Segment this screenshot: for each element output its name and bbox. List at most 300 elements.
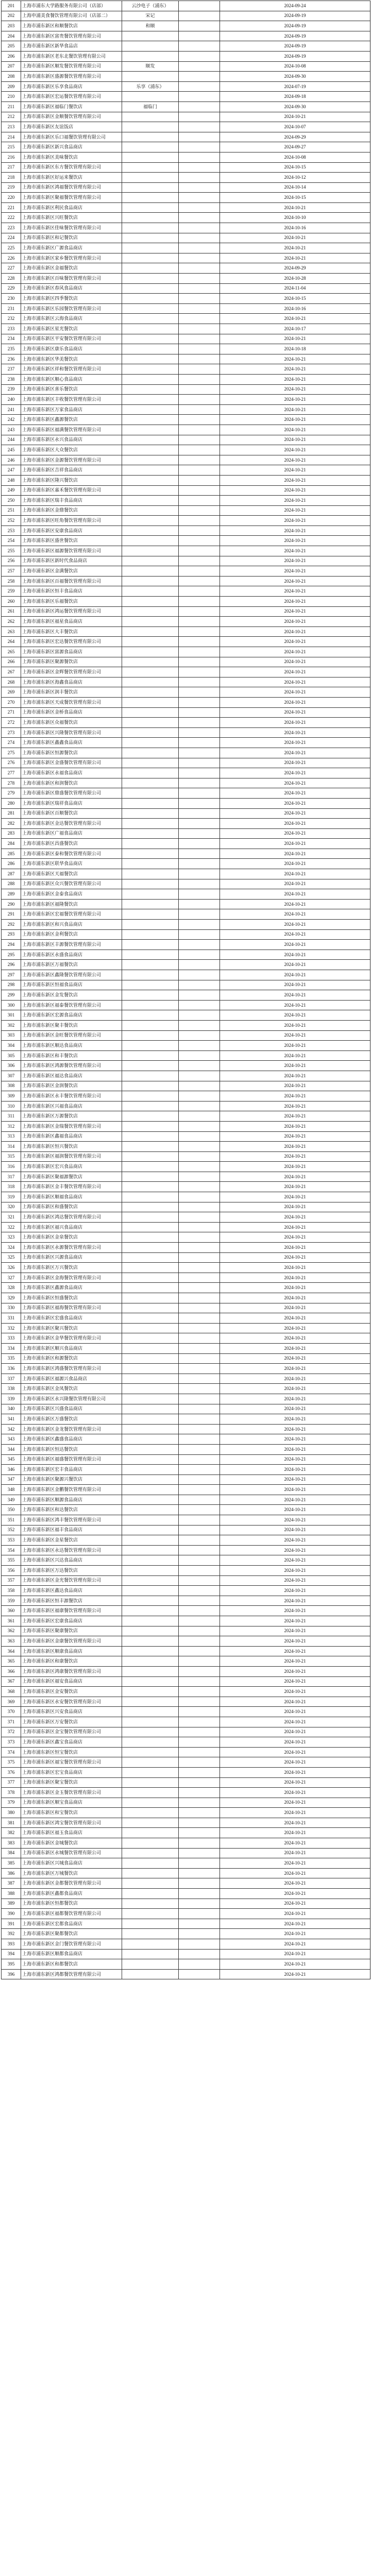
blank-cell [179,455,220,465]
blank-cell [179,677,220,687]
company-name: 上海市浦东新区鸿福餐饮管理有限公司 [21,182,122,193]
record-date: 2024-10-21 [220,1202,370,1212]
shop-sign [122,1545,179,1555]
row-number: 389 [2,1899,21,1909]
record-date: 2024-10-21 [220,758,370,768]
record-date: 2024-09-30 [220,72,370,82]
company-name: 上海市浦东新区宏都食品商店 [21,1919,122,1929]
record-date: 2024-10-08 [220,61,370,72]
company-name: 上海市浦东新区福安食品商店 [21,1676,122,1687]
record-date: 2024-10-21 [220,1353,370,1364]
blank-cell [179,1737,220,1748]
table-row [2,1353,370,1364]
row-number: 231 [2,303,21,314]
shop-sign [122,657,179,667]
shop-sign [122,1081,179,1091]
row-number: 210 [2,92,21,102]
table-row [2,142,370,152]
shop-sign [122,899,179,909]
row-number: 211 [2,101,21,112]
shop-sign: 乐享（浦东） [122,81,179,92]
blank-cell [179,606,220,617]
table-row [2,1434,370,1445]
row-number: 205 [2,41,21,52]
record-date: 2024-10-21 [220,485,370,496]
shop-sign [122,202,179,213]
table-row [2,1424,370,1434]
table-row [2,899,370,909]
row-number: 253 [2,526,21,536]
record-date: 2024-10-21 [220,687,370,698]
record-date: 2024-10-21 [220,1878,370,1889]
table-row [2,617,370,627]
row-number: 259 [2,586,21,597]
company-name: 上海市浦东新区乐福餐饮店 [21,597,122,607]
record-date: 2024-10-21 [220,980,370,990]
row-number: 248 [2,475,21,485]
company-name: 上海市浦东新区星光餐饮店 [21,324,122,334]
data-table [1,1,370,1979]
blank-cell [179,1192,220,1202]
shop-sign [122,1858,179,1869]
blank-cell [179,1020,220,1030]
blank-cell [179,819,220,829]
shop-sign [122,1727,179,1737]
table-row [2,496,370,506]
shop-sign [122,536,179,546]
row-number: 208 [2,72,21,82]
blank-cell [179,667,220,677]
blank-cell [179,1465,220,1475]
table-row [2,1293,370,1303]
company-name: 上海市浦东新区隆兴餐饮店 [21,475,122,485]
company-name: 上海市浦东新区聚福源餐饮店 [21,1172,122,1182]
company-name: 上海市浦东新区福海餐饮管理有限公司 [21,1303,122,1313]
row-number: 221 [2,202,21,213]
blank-cell [179,788,220,799]
blank-cell [179,1919,220,1929]
blank-cell [179,929,220,940]
table-row [2,1616,370,1626]
shop-sign [122,243,179,253]
shop-sign [122,1899,179,1909]
shop-sign [122,1505,179,1515]
table-row [2,374,370,384]
shop-sign [122,566,179,577]
row-number: 291 [2,909,21,920]
table-row [2,132,370,142]
blank-cell [179,1050,220,1061]
record-date: 2024-10-21 [220,1465,370,1475]
row-number: 260 [2,597,21,607]
record-date: 2024-10-21 [220,1626,370,1636]
table-row [2,819,370,829]
blank-cell [179,1475,220,1485]
company-name: 上海市浦东新区盛源餐饮管理有限公司 [21,72,122,82]
blank-cell [179,637,220,647]
company-name: 上海市浦东新区金光餐饮管理有限公司 [21,1575,122,1586]
record-date: 2024-10-21 [220,1525,370,1535]
shop-sign [122,1424,179,1434]
record-date: 2024-10-21 [220,1374,370,1384]
shop-sign [122,1788,179,1798]
blank-cell [179,1505,220,1515]
record-date: 2024-10-15 [220,162,370,173]
blank-cell [179,1949,220,1959]
table-row [2,707,370,718]
company-name: 上海市浦东新区宏福餐饮管理有限公司 [21,909,122,920]
shop-sign [122,425,179,435]
record-date: 2024-10-21 [220,334,370,344]
blank-cell [179,1555,220,1566]
blank-cell [179,152,220,162]
record-date: 2024-10-21 [220,798,370,808]
blank-cell [179,505,220,516]
record-date: 2024-10-21 [220,1454,370,1465]
table-row [2,1798,370,1808]
shop-sign [122,193,179,203]
company-name: 上海市浦东新区金凤餐饮店 [21,1384,122,1394]
record-date: 2024-10-21 [220,920,370,930]
company-name: 上海市浦东新区顺兴食品商店 [21,1343,122,1353]
record-date: 2024-10-21 [220,1050,370,1061]
table-row [2,1707,370,1717]
shop-sign [122,1575,179,1586]
row-number: 346 [2,1465,21,1475]
shop-sign [122,1798,179,1808]
blank-cell [179,1616,220,1626]
blank-cell [179,1727,220,1737]
blank-cell [179,193,220,203]
shop-sign [122,1959,179,1970]
row-number: 319 [2,1192,21,1202]
blank-cell [179,1495,220,1505]
company-name: 上海市浦东新区福源餐饮管理有限公司 [21,546,122,556]
company-name: 上海市浦东新区聚都餐饮店 [21,1929,122,1939]
row-number: 270 [2,697,21,707]
shop-sign [122,465,179,476]
shop-sign [122,1273,179,1283]
blank-cell [179,1303,220,1313]
table-row [2,61,370,72]
blank-cell [179,1697,220,1707]
record-date: 2024-10-21 [220,1636,370,1647]
blank-cell [179,1313,220,1324]
record-date: 2024-10-15 [220,193,370,203]
table-row [2,1687,370,1697]
table-row [2,1243,370,1253]
record-date: 2024-10-21 [220,1192,370,1202]
company-name: 上海市浦东新区和康餐饮店 [21,1656,122,1667]
record-date: 2024-10-21 [220,1777,370,1788]
record-date: 2024-10-21 [220,374,370,384]
row-number: 202 [2,11,21,21]
shop-sign [122,1404,179,1414]
blank-cell [179,869,220,879]
blank-cell [179,1535,220,1546]
record-date: 2024-10-21 [220,1868,370,1878]
blank-cell [179,768,220,778]
record-date: 2024-10-21 [220,768,370,778]
blank-cell [179,859,220,869]
company-name: 上海市浦东新区顺宝食品商店 [21,1798,122,1808]
blank-cell [179,1364,220,1374]
company-name: 上海市浦东新区福都餐饮管理有限公司 [21,1909,122,1919]
company-name: 上海市浦东新区鸿宝餐饮管理有限公司 [21,1818,122,1828]
company-name: 上海市浦东新区金发餐饮店 [21,990,122,1001]
table-row [2,1818,370,1828]
table-row [2,1313,370,1324]
shop-sign [122,1434,179,1445]
table-row [2,1030,370,1041]
record-date: 2024-10-21 [220,1828,370,1838]
company-name: 上海市浦东新区祥和餐饮管理有限公司 [21,364,122,375]
row-number: 296 [2,960,21,970]
table-row [2,1303,370,1313]
row-number: 333 [2,1333,21,1344]
blank-cell [179,617,220,627]
row-number: 372 [2,1727,21,1737]
blank-cell [179,1838,220,1849]
table-row [2,1394,370,1404]
company-name: 上海市浦东新区宏丰食品商店 [21,1465,122,1475]
table-row [2,1899,370,1909]
blank-cell [179,597,220,607]
company-name: 上海申浦美食餐饮管理有限公司（店部二） [21,11,122,21]
row-number: 311 [2,1111,21,1122]
table-row [2,465,370,476]
record-date: 2024-10-21 [220,970,370,980]
record-date: 2024-10-21 [220,1364,370,1374]
table-row [2,1495,370,1505]
blank-cell [179,1798,220,1808]
table-row [2,1828,370,1838]
blank-cell [179,697,220,707]
blank-cell [179,173,220,183]
table-row [2,1111,370,1122]
shop-sign [122,1616,179,1626]
shop-sign [122,758,179,768]
record-date: 2024-10-21 [220,112,370,122]
blank-cell [179,1676,220,1687]
blank-cell [179,314,220,324]
record-date: 2024-10-21 [220,1404,370,1414]
table-row [2,1636,370,1647]
company-name: 上海市浦东新区鸿盛餐饮管理有限公司 [21,1364,122,1374]
blank-cell [179,1808,220,1818]
shop-sign [122,869,179,879]
company-name: 上海市浦东新区和达餐饮店 [21,1505,122,1515]
blank-cell [179,223,220,233]
table-row [2,839,370,849]
table-row [2,505,370,516]
shop-sign [122,384,179,395]
row-number: 386 [2,1868,21,1878]
blank-cell [179,1111,220,1122]
company-name: 上海市浦东新区家乡餐饮管理有限公司 [21,253,122,263]
shop-sign [122,354,179,364]
blank-cell [179,1777,220,1788]
company-name: 上海市浦东新区金宝餐饮管理有限公司 [21,1727,122,1737]
shop-sign [122,233,179,243]
record-date: 2024-10-21 [220,647,370,657]
record-date: 2024-10-21 [220,1101,370,1111]
shop-sign [122,1323,179,1333]
table-row [2,1232,370,1243]
row-number: 257 [2,566,21,577]
blank-cell [179,1283,220,1293]
blank-cell [179,1131,220,1142]
company-name: 上海市浦东新区万源餐饮店 [21,1111,122,1122]
shop-sign [122,1010,179,1021]
table-row [2,21,370,31]
shop-sign [122,1666,179,1676]
shop-sign [122,1737,179,1748]
record-date: 2024-10-14 [220,182,370,193]
shop-sign [122,1182,179,1192]
table-row [2,1555,370,1566]
table-row [2,31,370,41]
company-name: 上海市浦东新区兴旺餐饮店 [21,213,122,223]
record-date: 2024-10-21 [220,1303,370,1313]
row-number: 387 [2,1878,21,1889]
shop-sign [122,1202,179,1212]
shop-sign [122,1939,179,1950]
table-row [2,1919,370,1929]
record-date: 2024-10-21 [220,1727,370,1737]
blank-cell [179,1343,220,1353]
shop-sign [122,1525,179,1535]
table-row [2,173,370,183]
row-number: 262 [2,617,21,627]
table-row [2,1101,370,1111]
row-number: 263 [2,626,21,637]
row-number: 306 [2,1061,21,1071]
row-number: 338 [2,1384,21,1394]
row-number: 268 [2,677,21,687]
table-row [2,1878,370,1889]
company-name: 上海市浦东新区永盛食品商店 [21,950,122,960]
row-number: 266 [2,657,21,667]
table-row [2,294,370,304]
row-number: 234 [2,334,21,344]
blank-cell [179,202,220,213]
record-date: 2024-10-21 [220,1111,370,1122]
blank-cell [179,516,220,526]
blank-cell [179,1868,220,1878]
table-row [2,677,370,687]
record-date: 2024-10-21 [220,1041,370,1051]
row-number: 295 [2,950,21,960]
blank-cell [179,1030,220,1041]
shop-sign [122,879,179,889]
row-number: 216 [2,152,21,162]
row-number: 255 [2,546,21,556]
record-date: 2024-10-21 [220,1909,370,1919]
record-date: 2024-10-21 [220,1616,370,1626]
row-number: 228 [2,274,21,284]
table-row [2,72,370,82]
company-name: 上海市浦东新区金龙餐饮管理有限公司 [21,1424,122,1434]
table-row [2,112,370,122]
row-number: 224 [2,233,21,243]
table-row [2,384,370,395]
table-row [2,1212,370,1223]
row-number: 321 [2,1212,21,1223]
table-row [2,1656,370,1667]
shop-sign [122,1919,179,1929]
record-date: 2024-10-21 [220,778,370,788]
shop-sign [122,1909,179,1919]
company-name: 上海市浦东新区百福餐饮管理有限公司 [21,576,122,586]
table-row [2,1182,370,1192]
table-row [2,778,370,788]
record-date: 2024-10-21 [220,849,370,859]
company-name: 上海市浦东新区百顺餐饮店 [21,808,122,819]
shop-sign [122,1828,179,1838]
table-row [2,1737,370,1748]
table-row [2,1545,370,1555]
row-number: 366 [2,1666,21,1676]
record-date: 2024-10-21 [220,1414,370,1425]
record-date: 2024-10-21 [220,1969,370,1979]
row-number: 203 [2,21,21,31]
company-name: 上海市浦东新区宏运餐饮管理有限公司 [21,92,122,102]
row-number: 219 [2,182,21,193]
shop-sign [122,950,179,960]
row-number: 272 [2,718,21,728]
row-number: 367 [2,1676,21,1687]
company-name: 上海市浦东新区乐园餐饮管理有限公司 [21,303,122,314]
row-number: 265 [2,647,21,657]
shop-sign: 和顺 [122,21,179,31]
record-date: 2024-10-21 [220,1121,370,1131]
shop-sign [122,637,179,647]
row-number: 363 [2,1636,21,1647]
row-number: 317 [2,1172,21,1182]
blank-cell [179,344,220,354]
record-date: 2024-10-21 [220,1676,370,1687]
blank-cell [179,485,220,496]
shop-sign [122,1444,179,1454]
table-row [2,920,370,930]
record-date: 2024-10-28 [220,274,370,284]
company-name: 上海市浦东新区万兴餐饮店 [21,1263,122,1273]
table-row [2,1868,370,1878]
row-number: 339 [2,1394,21,1404]
record-date: 2024-10-21 [220,364,370,375]
record-date: 2024-10-21 [220,1606,370,1616]
row-number: 204 [2,31,21,41]
table-row [2,849,370,859]
row-number: 287 [2,869,21,879]
table-row [2,1081,370,1091]
shop-sign [122,819,179,829]
shop-sign [122,324,179,334]
shop-sign [122,1243,179,1253]
record-date: 2024-10-21 [220,1293,370,1303]
company-name: 上海市浦东新区新华食品店 [21,41,122,52]
company-name: 上海市浦东新区和兴食品商店 [21,920,122,930]
company-name: 上海市浦东新区鑫福食品商店 [21,1131,122,1142]
company-name: 上海市浦东大学路服务有限公司（店部） [21,1,122,11]
company-name: 上海市浦东新区嘉禾餐饮管理有限公司 [21,485,122,496]
blank-cell [179,1,220,11]
company-name: 上海市浦东新区顺源食品商店 [21,1495,122,1505]
blank-cell [179,1151,220,1162]
company-name: 上海市浦东新区鼎盛餐饮管理有限公司 [21,788,122,799]
shop-sign [122,647,179,657]
